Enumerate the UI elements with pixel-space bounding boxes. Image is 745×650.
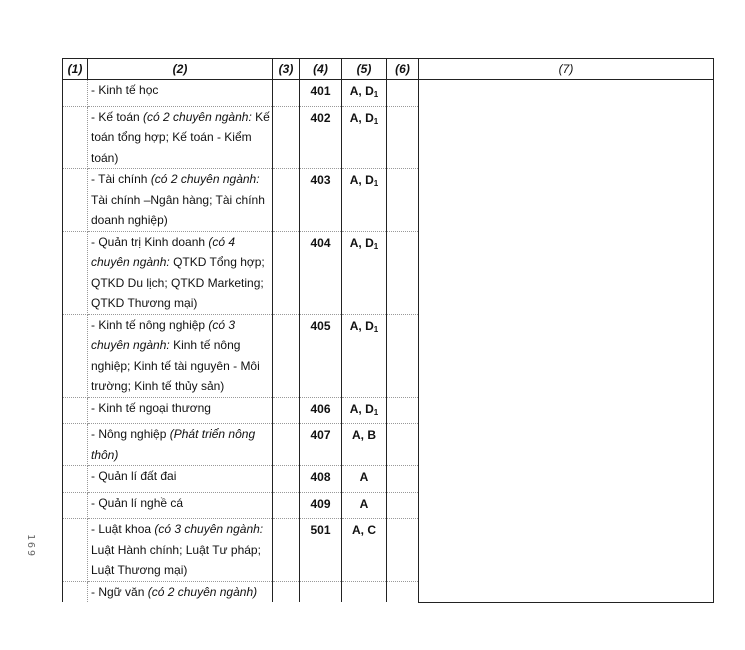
major-detail: QTKD Tổng hợp; QTKD Du lịch; QTKD Marketing; QTKD Thương mại): [91, 255, 265, 310]
row-cell-1: [63, 581, 88, 602]
row-cell-3: [273, 314, 300, 397]
row-cell-3: [273, 424, 300, 466]
major-cell: [88, 80, 273, 107]
exam-blocks: [342, 106, 387, 169]
exam-blocks-text: A, B: [352, 428, 376, 442]
row-cell-3: [273, 80, 300, 107]
row-cell-1: [63, 492, 88, 519]
row-cell-1: [63, 314, 88, 397]
header-col-4: (4): [300, 59, 342, 80]
major-code: 402: [300, 106, 342, 169]
exam-blocks-subscript: 1: [373, 179, 379, 188]
major-name: - Quản trị Kinh doanh: [91, 234, 209, 249]
header-col-3: (3): [273, 59, 300, 80]
notes-column: [419, 80, 714, 603]
row-cell-6: [387, 492, 419, 519]
exam-blocks-text: A, D: [349, 401, 374, 416]
exam-blocks-text: A, C: [352, 523, 376, 537]
row-cell-1: [63, 466, 88, 493]
header-col-7: (7): [419, 59, 714, 80]
major-name: - Ngữ văn: [91, 584, 148, 599]
major-cell: [88, 314, 273, 397]
header-col-5: (5): [342, 59, 387, 80]
exam-blocks: [342, 424, 387, 466]
major-note: (có 2 chuyên ngành): [147, 584, 258, 599]
exam-blocks-text: A: [359, 496, 369, 511]
table-header-row: [63, 59, 714, 80]
row-cell-1: [63, 231, 88, 314]
exam-blocks-text: A, D: [349, 84, 374, 98]
header-col-1: (1): [63, 59, 88, 80]
row-cell-1: [63, 397, 88, 424]
row-cell-1: [63, 106, 88, 169]
exam-blocks: [342, 231, 387, 314]
row-cell-3: [273, 581, 300, 602]
major-detail: Kế toán tổng hợp; Kế toán - Kiểm toán): [91, 109, 270, 165]
major-note: (có 3 chuyên ngành:: [154, 522, 264, 536]
header-col-6: (6): [387, 59, 419, 80]
major-code: 405: [300, 314, 342, 397]
major-code: 406: [300, 397, 342, 424]
exam-blocks: [342, 80, 387, 107]
exam-blocks: [342, 519, 387, 582]
exam-blocks-text: A: [359, 470, 369, 484]
major-code: 407: [300, 424, 342, 466]
major-cell: [88, 519, 273, 582]
major-code: 409: [300, 492, 342, 519]
row-cell-3: [273, 492, 300, 519]
row-cell-6: [387, 106, 419, 169]
exam-blocks: [342, 581, 387, 602]
major-code: 401: [300, 80, 342, 107]
row-cell-3: [273, 106, 300, 169]
major-detail: Kinh tế nông nghiệp; Kinh tế tài nguyên - Môi trường; Kinh tế thủy sản): [91, 338, 260, 393]
major-name: - Kinh tế học: [91, 83, 159, 97]
row-cell-1: [63, 80, 88, 107]
exam-blocks: [342, 397, 387, 424]
exam-blocks-text: A, D: [349, 173, 374, 187]
major-name: - Nông nghiệp: [91, 427, 170, 441]
row-cell-1: [63, 519, 88, 582]
major-name: - Luật khoa: [91, 522, 155, 536]
major-note: (Phát triển nông thôn): [91, 427, 256, 462]
exam-blocks: [342, 169, 387, 232]
major-note: (có 3 chuyên ngành:: [91, 317, 236, 352]
row-cell-6: [387, 231, 419, 314]
major-name: - Kinh tế ngoại thương: [91, 400, 211, 415]
page-number: 169: [25, 534, 36, 559]
exam-blocks-subscript: 1: [373, 90, 379, 99]
major-cell: [88, 581, 273, 602]
major-cell: [88, 492, 273, 519]
row-cell-6: [387, 466, 419, 493]
major-cell: [88, 231, 273, 314]
major-detail: Tài chính –Ngân hàng; Tài chính doanh nghiệp): [91, 192, 265, 227]
exam-blocks: [342, 492, 387, 519]
row-cell-1: [63, 169, 88, 232]
row-cell-3: [273, 231, 300, 314]
admissions-table: [62, 58, 714, 603]
exam-blocks-subscript: 1: [373, 241, 379, 251]
row-cell-3: [273, 466, 300, 493]
major-cell: [88, 397, 273, 424]
major-name: - Tài chính: [91, 172, 151, 186]
exam-blocks-subscript: 1: [373, 324, 379, 334]
row-cell-6: [387, 581, 419, 602]
major-name: - Kinh tế nông nghiệp: [91, 317, 209, 332]
major-cell: [88, 169, 273, 232]
major-cell: [88, 466, 273, 493]
major-name: - Kế toán: [91, 109, 144, 124]
row-cell-6: [387, 519, 419, 582]
row-cell-3: [273, 169, 300, 232]
table-row: [63, 80, 714, 107]
major-note: (có 4 chuyên ngành:: [91, 234, 236, 269]
table-body: [63, 80, 714, 603]
major-detail: Luật Hành chính; Luật Tư pháp; Luật Thương mại): [91, 542, 261, 577]
exam-blocks-subscript: 1: [373, 407, 379, 417]
row-cell-6: [387, 397, 419, 424]
row-cell-1: [63, 424, 88, 466]
row-cell-6: [387, 169, 419, 232]
exam-blocks-text: A, D: [349, 110, 374, 125]
exam-blocks-text: A, D: [349, 318, 374, 333]
row-cell-6: [387, 80, 419, 107]
exam-blocks: [342, 314, 387, 397]
major-code: 501: [300, 519, 342, 582]
major-code: 404: [300, 231, 342, 314]
major-cell: [88, 424, 273, 466]
exam-blocks: [342, 466, 387, 493]
row-cell-3: [273, 519, 300, 582]
major-name: - Quản lí nghề cá: [91, 495, 184, 510]
exam-blocks-subscript: 1: [373, 116, 379, 126]
major-note: (có 2 chuyên ngành:: [143, 109, 252, 124]
major-code: 408: [300, 466, 342, 493]
major-code: [300, 581, 342, 602]
row-cell-3: [273, 397, 300, 424]
major-cell: [88, 106, 273, 169]
major-note: (có 2 chuyên ngành:: [150, 172, 260, 186]
major-code: 403: [300, 169, 342, 232]
row-cell-6: [387, 424, 419, 466]
row-cell-6: [387, 314, 419, 397]
header-col-2: (2): [88, 59, 273, 80]
major-name: - Quản lí đất đai: [91, 469, 177, 483]
exam-blocks-text: A, D: [349, 235, 374, 250]
